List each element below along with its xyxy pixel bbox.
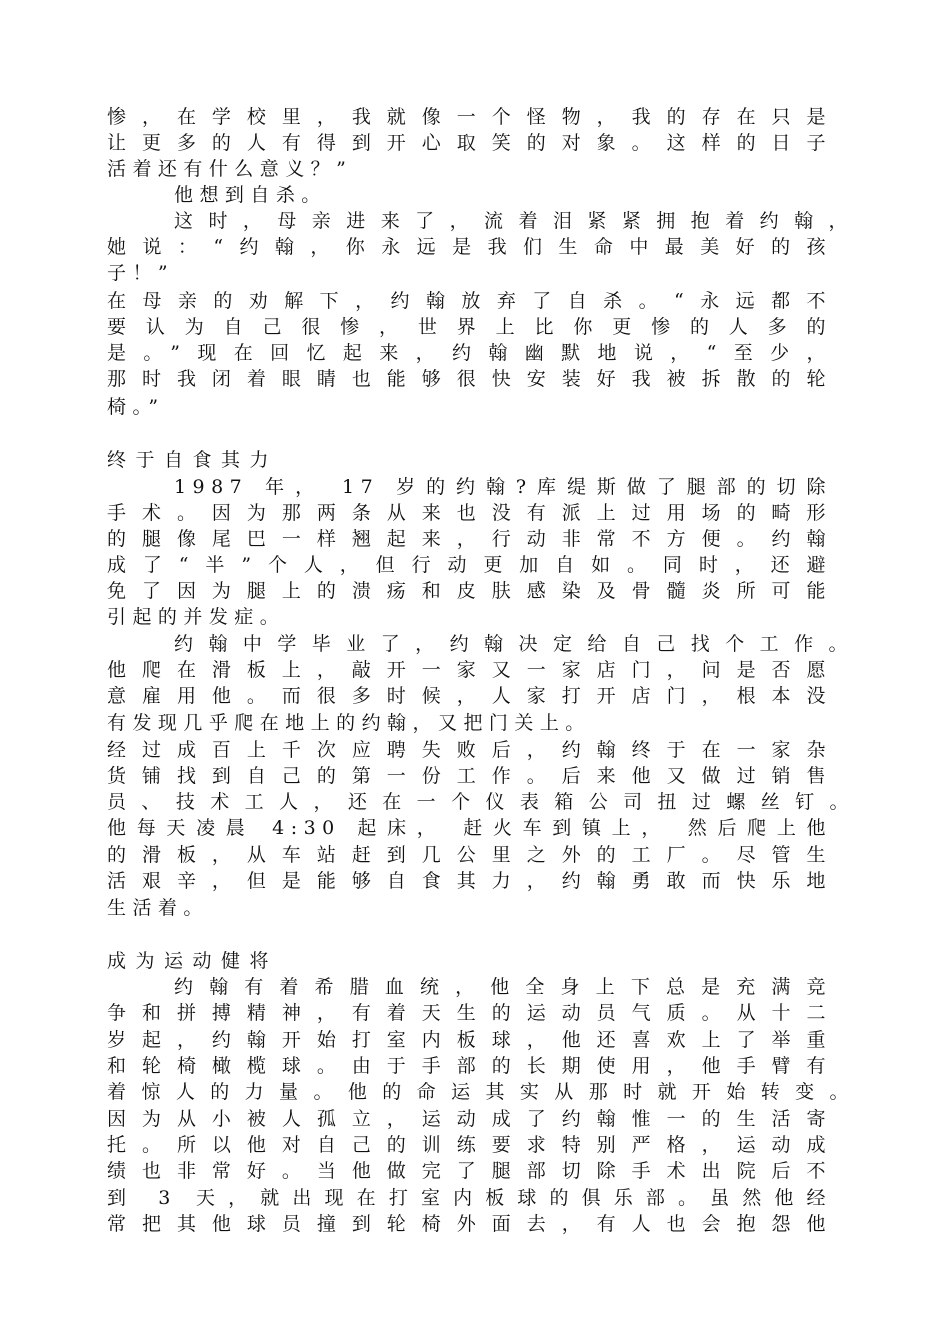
text-line: 的滑板，从车站赶到几公里之外的工厂。尽管生 [107,844,832,866]
section-heading: 终于自食其力 [107,449,279,471]
text-line: 1987 年， 17 岁的约翰?库缇斯做了腿部的切除 [174,476,832,498]
text-line: 和轮椅橄榄球。由于手部的长期使用，他手臂有 [107,1055,832,1077]
text-line: 的腿像尾巴一样翘起来，行动非常不方便。约翰 [107,528,832,550]
text-line: 绩也非常好。当他做完了腿部切除手术出院后不 [107,1160,832,1182]
text-line: 活艰辛，但是能够自食其力，约翰勇敢而快乐地 [107,870,832,892]
text-line: 子！” [107,262,175,284]
text-line: 引起的并发症。 [107,606,286,628]
text-line: 约翰中学毕业了，约翰决定给自己找个工作。 [174,633,854,655]
text-line: 她说：“约翰，你永远是我们生命中最美好的孩 [107,236,832,258]
text-line: 是。”现在回忆起来，约翰幽默地说，“至少， [107,342,832,364]
text-line: 他每天凌晨 4:30 起床， 赶火车到镇上， 然后爬上他 [107,817,832,839]
text-line: 手术。因为那两条从来也没有派上过用场的畸形 [107,502,832,524]
text-line: 托。所以他对自己的训练要求特别严格，运动成 [107,1134,832,1156]
text-line: 货铺找到自己的第一份工作。后来他又做过销售 [107,765,832,787]
text-line: 椅。” [107,396,165,418]
text-line: 生活着。 [107,897,209,919]
text-line: 免了因为腿上的溃疡和皮肤感染及骨髓炎所可能 [107,580,832,602]
text-line: 要认为自己很惨，世界上比你更惨的人多的 [107,316,832,338]
text-line: 因为从小被人孤立，运动成了约翰惟一的生活寄 [107,1108,832,1130]
text-line: 争和拼搏精神，有着天生的运动员气质。从十二 [107,1002,832,1024]
text-line: 成了“半”个人，但行动更加自如。同时，还避 [107,554,832,576]
text-line: 有发现几乎爬在地上的约翰，又把门关上。 [107,712,591,734]
text-line: 着惊人的力量。他的命运其实从那时就开始转变。 [107,1081,855,1103]
text-line: 员、技术工人，还在一个仪表箱公司扭过螺丝钉。 [107,791,855,813]
text-line: 经过成百上千次应聘失败后，约翰终于在一家杂 [107,739,832,761]
text-line: 活着还有什么意义？” [107,158,353,180]
text-line: 惨，在学校里，我就像一个怪物，我的存在只是 [107,106,832,128]
text-line: 在母亲的劝解下，约翰放弃了自杀。“永远都不 [107,290,832,312]
text-line: 岁起，约翰开始打室内板球，他还喜欢上了举重 [107,1029,832,1051]
text-line: 意雇用他。而很多时候，人家打开店门，根本没 [107,685,832,707]
text-line: 让更多的人有得到开心取笑的对象。这样的日子 [107,132,832,154]
text-line: 约翰有着希腊血统，他全身上下总是充满竞 [174,976,832,998]
text-line: 到 3 天，就出现在打室内板球的俱乐部。虽然他经 [107,1187,832,1209]
text-line: 这时，母亲进来了，流着泪紧紧拥抱着约翰， [174,210,854,232]
section-heading: 成为运动健将 [107,950,279,972]
text-line: 他爬在滑板上，敲开一家又一家店门，问是否愿 [107,659,832,681]
text-line: 他想到自杀。 [174,184,327,206]
text-line: 常把其他球员撞到轮椅外面去，有人也会抱怨他 [107,1213,832,1235]
text-line: 那时我闭着眼睛也能够很快安装好我被拆散的轮 [107,368,832,390]
